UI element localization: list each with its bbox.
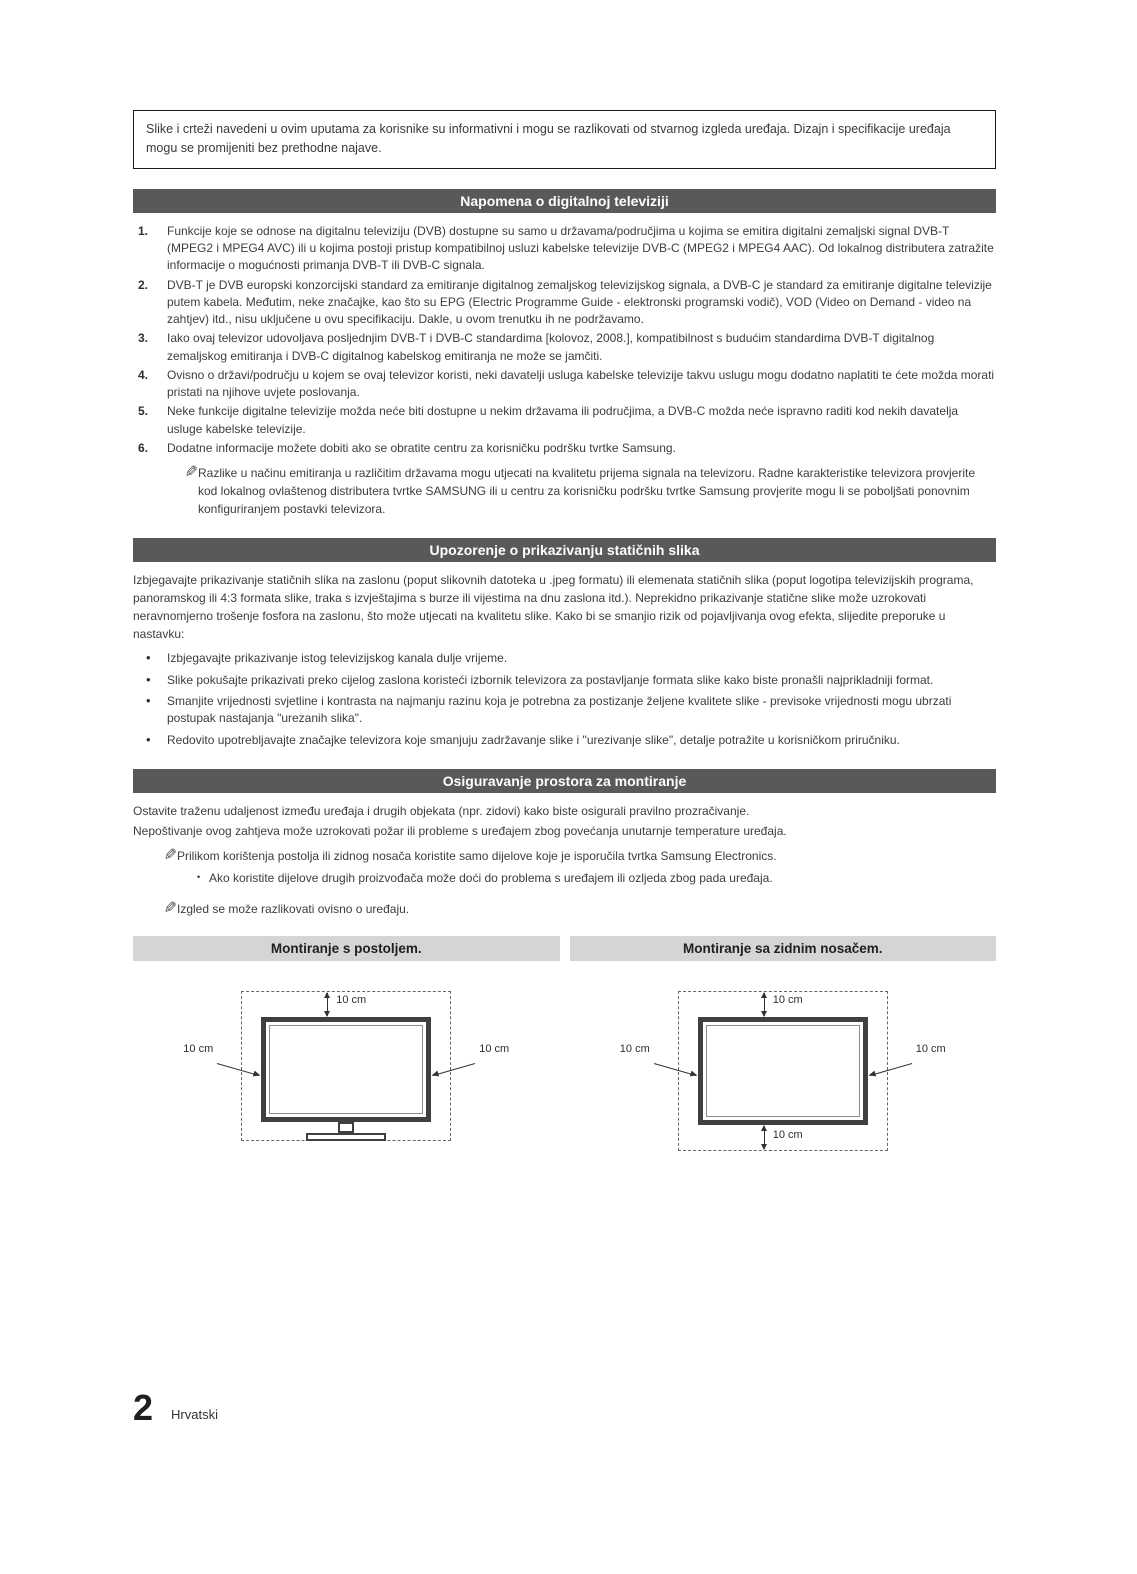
list-item-number: 4. bbox=[138, 367, 149, 382]
list-item-number: 5. bbox=[138, 404, 149, 419]
dimension-label-right: 10 cm bbox=[479, 1042, 510, 1055]
clearance-diagram-stand bbox=[133, 987, 560, 1187]
pencil-note-icon: ✎ bbox=[163, 899, 177, 917]
list-item-number: 3. bbox=[138, 331, 149, 346]
note bbox=[147, 847, 996, 865]
mounting-line1: Ostavite traženu udaljenost između uređaja i drugih objekata (npr. zidovi) kako biste osigurali pravilno prozračivanje. bbox=[133, 804, 750, 819]
dimension-arrow-top bbox=[327, 993, 328, 1016]
note-text: Prilikom korištenja postolja ili zidnog nosača koristite samo dijelove koje je isporučila tvrtka Samsung Electronics. bbox=[177, 849, 777, 864]
mounting-figures bbox=[133, 936, 996, 1187]
note-text: Izgled se može razlikovati ovisno o uređaju. bbox=[177, 901, 410, 916]
tv-stand-base bbox=[306, 1133, 386, 1141]
section-header-mounting bbox=[133, 769, 996, 793]
list-item-number: 1. bbox=[138, 223, 149, 238]
bullet-item: • Smanjite vrijednosti svjetline i kontrasta na najmanju razinu koja je potrebna za postizanje željene kvalitete slike - previsoke vrijednosti mogu ubrzati postupak nastajanja "urezanih slika". bbox=[133, 693, 996, 728]
figure-stand-title: Montiranje s postoljem. bbox=[133, 936, 560, 961]
tv-illustration bbox=[698, 1017, 868, 1125]
digital-tv-list bbox=[133, 223, 996, 457]
bullet-item: • Izbjegavajte prikazivanje istog televizijskog kanala dulje vrijeme. bbox=[133, 650, 996, 667]
page-content bbox=[133, 110, 996, 1187]
list-item-text: Funkcije koje se odnose na digitalnu televiziju (DVB) dostupne su samo u državama/područjima u kojima se emitira digitalni zemaljski signal DVB-T (MPEG2 i MPEG4 AVC) ili u kojima postoji pristup kompatibilnoj usluzi kabelske televizije DVB-C (MPEG2 i MPEG4 AAC). Od lokalnog distributera zatražite informacije o mogućnosti primanja DVB-T ili DVB-C signala. bbox=[167, 223, 994, 273]
list-item bbox=[133, 223, 996, 275]
page-number: 2 bbox=[133, 1387, 154, 1428]
list-item bbox=[133, 367, 996, 402]
dimension-label-top: 10 cm bbox=[336, 993, 367, 1006]
mounting-line2: Nepoštivanje ovog zahtjeva može uzrokovati požar ili probleme s uređajem zbog povećanja unutarnje temperature uređaja. bbox=[133, 824, 787, 839]
list-item bbox=[133, 440, 996, 457]
list-item bbox=[133, 277, 996, 329]
note bbox=[147, 900, 996, 918]
list-item bbox=[133, 403, 996, 438]
list-item-text: Iako ovaj televizor udovoljava posljednjim DVB-T i DVB-C standardima [kolovoz, 2008.], kompatibilnost s budućim standardima DVB-T digitalnog zemaljskog emitiranja i DVB-C digitalnog kabelskog emitiranja ne može se jamčiti. bbox=[167, 331, 935, 363]
tv-illustration bbox=[261, 1017, 431, 1122]
pencil-note-icon: ✎ bbox=[163, 847, 177, 865]
bullet-item: • Redovito upotrebljavajte značajke televizora koje smanjuju zadržavanje slike i "urezivanje slike", detalje potražite u korisničkom priručniku. bbox=[133, 732, 996, 749]
section-header-digital-tv bbox=[133, 189, 996, 213]
static-images-bullets bbox=[133, 650, 996, 749]
clearance-diagram-wall bbox=[570, 987, 997, 1187]
note-text: Razlike u načinu emitiranja u različitim državama mogu utjecati na kvalitetu prijema signala na televizoru. Radne karakteristike televizora provjerite kod lokalnog ovlaštenog distributera tvrtke SAMSUNG ili u centru za korisničku podršku tvrtke Samsung provjerite mogu li se poboljšati ponovnim konfiguriranjem postavki televizora. bbox=[198, 466, 976, 517]
list-item bbox=[133, 330, 996, 365]
pencil-note-icon: ✎ bbox=[184, 464, 198, 482]
dimension-label-left: 10 cm bbox=[183, 1042, 214, 1055]
list-item-number: 2. bbox=[138, 277, 149, 292]
list-item-text: Neke funkcije digitalne televizije možda neće biti dostupne u nekim državama ili područjima, a DVB-C možda neće ispravno raditi kod nekih davatelja usluge kabelske televizije. bbox=[167, 404, 959, 436]
list-item-text: Dodatne informacije možete dobiti ako se obratite centru za korisničku podršku tvrtke Samsung. bbox=[167, 440, 676, 455]
notice-box bbox=[133, 110, 996, 169]
dimension-label-top: 10 cm bbox=[772, 993, 803, 1006]
section-title: Osiguravanje prostora za montiranje bbox=[442, 773, 687, 790]
list-item-text: DVB-T je DVB europski konzorcijski standard za emitiranje digitalnog zemaljskog televizijskog signala, a DVB-C je standard za emitiranje digitalne televizije putem kabela. Međutim, neke značajke, kao što su EPG (Electric Programme Guide - elektronski programski vodič), VOD (Video on Demand - video na zahtjev) itd., nisu uključene u ovu specifikaciju. Dakle, u ovom trenutku ih ne podržavamo. bbox=[167, 277, 992, 327]
section-title: Upozorenje o prikazivanju statičnih slika bbox=[429, 542, 700, 559]
dimension-label-bottom: 10 cm bbox=[772, 1128, 803, 1141]
list-item-number: 6. bbox=[138, 440, 149, 455]
figure-wall-mount bbox=[570, 936, 997, 1187]
dimension-label-right: 10 cm bbox=[915, 1042, 946, 1055]
language-label: Hrvatski bbox=[171, 1407, 218, 1423]
page-footer bbox=[133, 1387, 218, 1428]
section-title: Napomena o digitalnoj televiziji bbox=[460, 192, 669, 209]
dimension-arrow-bottom bbox=[764, 1126, 765, 1149]
static-images-intro: Izbjegavajte prikazivanje statičnih slika na zaslonu (poput slikovnih datoteka u .jpeg formatu) ili elemenata statičnih slika (poput logotipa televizijskih programa, panoramskog ili 4:3 formata slike, traka s izvještajima s burze ili vijestima na dnu zaslona itd.). Neprekidno prikazivanje statične slike može uzrokovati neravnomjerno trošenje fosfora na zaslonu, što može utjecati na kvalitetu slike. Kako bi se smanjio rizik od pojavljivanja ovog efekta, slijedite preporuke u nastavku: bbox=[133, 573, 974, 642]
dimension-arrow-top bbox=[764, 993, 765, 1016]
note bbox=[168, 464, 996, 518]
tv-stand-neck bbox=[338, 1122, 354, 1133]
dimension-label-left: 10 cm bbox=[619, 1042, 650, 1055]
section-header-static-images bbox=[133, 538, 996, 562]
figure-wall-title: Montiranje sa zidnim nosačem. bbox=[570, 936, 997, 961]
notice-text: Slike i crteži navedeni u ovim uputama za korisnike su informativni i mogu se razlikovati od stvarnog izgleda uređaja. Dizajn i specifikacije uređaja mogu se promijeniti bez prethodne najave. bbox=[146, 122, 951, 156]
list-item-text: Ovisno o državi/području u kojem se ovaj televizor koristi, neki davatelji usluga kabelske televizije takvu uslugu mogu dodatno naplatiti te ćete možda morati pristati na njihove uvjete poslovanja. bbox=[167, 367, 995, 400]
figure-stand-mount bbox=[133, 936, 560, 1187]
note-sub-bullet: • Ako koristite dijelove drugih proizvođača može doći do problema s uređajem ili ozljeda zbog pada uređaja. bbox=[197, 870, 996, 887]
bullet-item: • Slike pokušajte prikazivati preko cijelog zaslona koristeći izbornik televizora za postavljanje formata slike kako biste pronašli najprikladniji format. bbox=[133, 672, 996, 689]
